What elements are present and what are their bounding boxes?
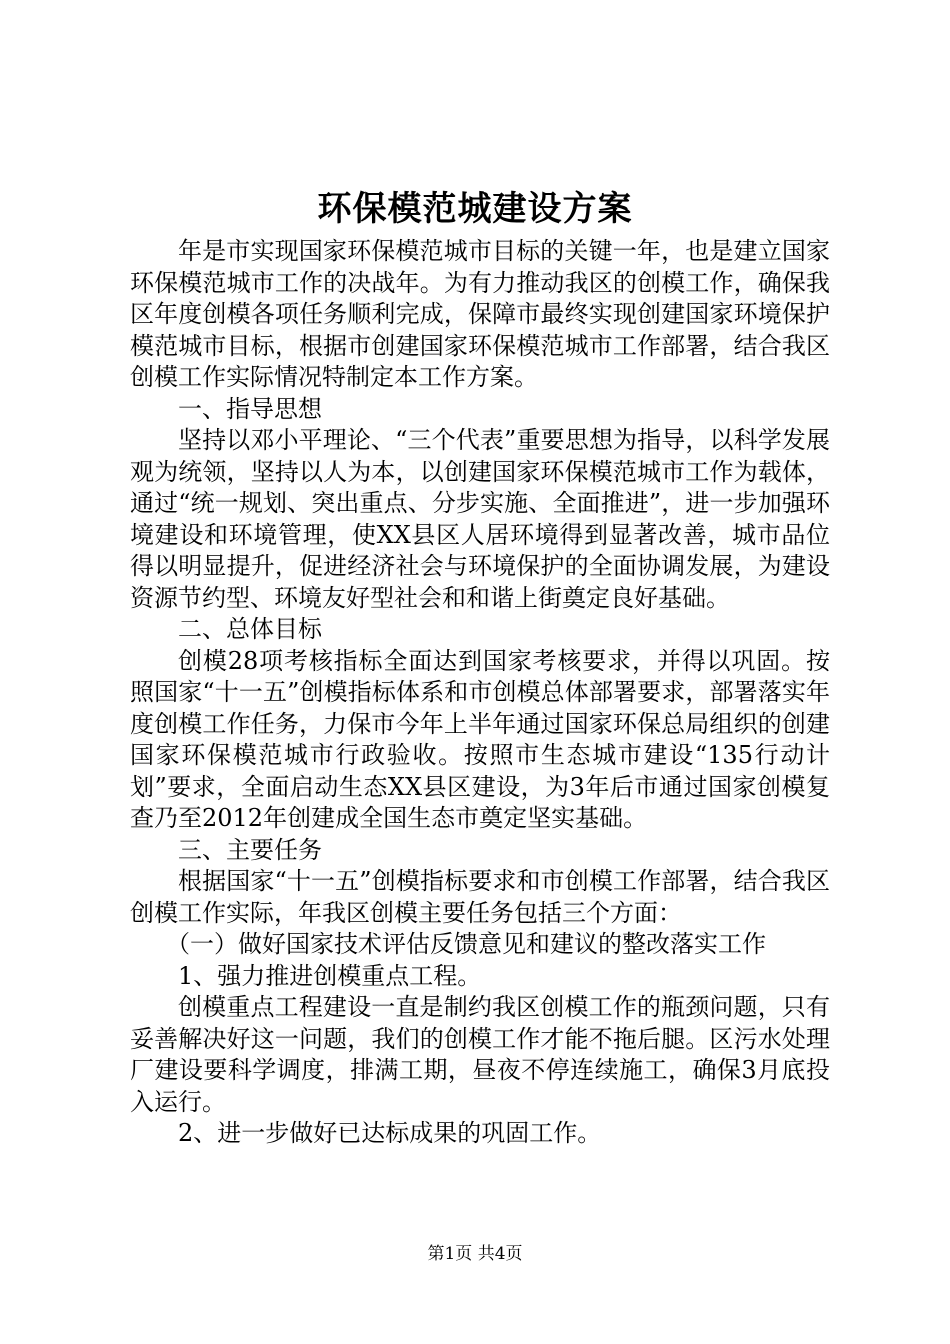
page-footer: 第1页 共4页 — [427, 1244, 523, 1264]
subsection-heading-rectification: （一）做好国家技术评估反馈意见和建议的整改落实工作 — [166, 930, 766, 958]
main-tasks-paragraph: 根据国家“十一五”创模指标要求和市创模工作部署，结合我区创模工作实际，年我区创模主要任务包括三个方面： — [130, 867, 830, 927]
section-heading-overall-goal: 二、总体目标 — [178, 615, 322, 643]
guiding-ideology-paragraph: 坚持以邓小平理论、“三个代表”重要思想为指导，以科学发展观为统领，坚持以人为本，以创建国家环保模范城市工作为载体，通过“统一规划、突出重点、分步实施、全面推进”，进一步加强环境建设和环境管理，使XX县区人居环境得到显著改善，城市品位得以明显提升，促进经济社会与环境保护的全面协调发展，为建设资源节约型、环境友好型社会和和谐上街奠定良好基础。 — [130, 426, 830, 612]
key-projects-paragraph: 创模重点工程建设一直是制约我区创模工作的瓶颈问题，只有妥善解决好这一问题，我们的创模工作才能不拖后腿。区污水处理厂建设要科学调度，排满工期，昼夜不停连续施工，确保3月底投入运行。 — [130, 993, 830, 1116]
overall-goal-paragraph: 创模28项考核指标全面达到国家考核要求，并得以巩固。按照国家“十一五”创模指标体系和市创模总体部署要求，部署落实年度创模工作任务，力保市今年上半年通过国家环保总局组织的创建国家环保模范城市行政验收。按照市生态城市建设“135行动计划”要求，全面启动生态XX县区建设，为3年后市通过国家创模复查乃至2012年创建成全国生态市奠定坚实基础。 — [130, 646, 830, 832]
document-title: 环保模范城建设方案 — [317, 189, 633, 229]
intro-paragraph: 年是市实现国家环保模范城市目标的关键一年，也是建立国家环保模范城市工作的决战年。为有力推动我区的创模工作，确保我区年度创模各项任务顺利完成，保障市最终实现创建国家环境保护模范城市目标，根据市创建国家环保模范城市工作部署，结合我区创模工作实际情况特制定本工作方案。 — [130, 237, 830, 391]
item-heading-key-projects: 1、强力推进创模重点工程。 — [178, 961, 482, 990]
item-heading-consolidation: 2、进一步做好已达标成果的巩固工作。 — [178, 1119, 602, 1147]
section-heading-guiding-ideology: 一、指导思想 — [178, 394, 322, 423]
document-body — [130, 236, 830, 1150]
section-heading-main-tasks: 三、主要任务 — [178, 835, 322, 864]
